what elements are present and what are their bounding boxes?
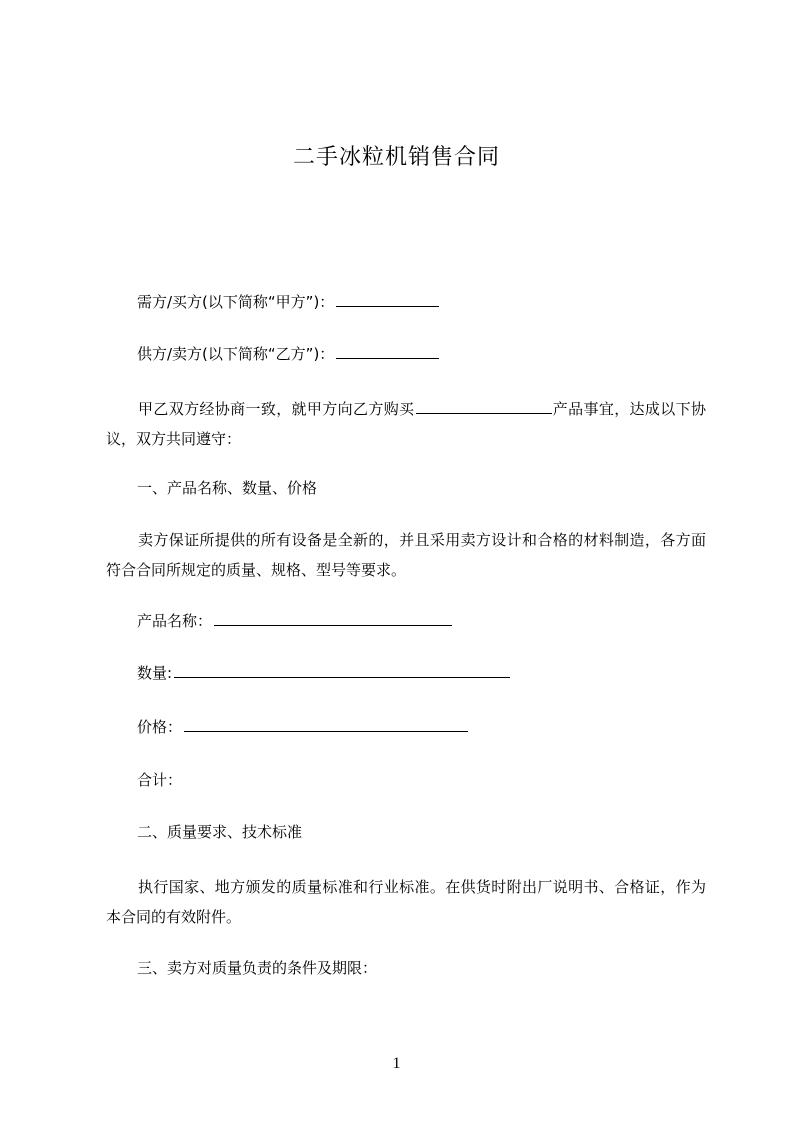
- buyer-blank[interactable]: [336, 288, 439, 307]
- quantity-label: 数量:: [137, 664, 173, 682]
- quantity-blank[interactable]: [174, 659, 510, 678]
- section2-body: 执行国家、地方颁发的质量标准和行业标准。在供货时附出厂说明书、合格证，作为本合同的有效附件。: [106, 878, 706, 926]
- seller-label: 供方/卖方(以下简称“乙方”)：: [137, 345, 335, 363]
- price-blank[interactable]: [184, 713, 468, 732]
- intro-paragraph: [106, 394, 706, 454]
- page-number: 1: [392, 1055, 401, 1072]
- total-line: 合计：: [137, 771, 183, 789]
- document-title: 二手冰粒机销售合同: [292, 145, 500, 170]
- seller-line: [137, 339, 439, 369]
- product-name-line: [137, 606, 452, 636]
- section1-body: 卖方保证所提供的所有设备是全新的，并且采用卖方设计和合格的材料制造，各方面符合合同所规定的质量、规格、型号等要求。: [106, 531, 706, 579]
- section1-heading: 一、产品名称、数量、价格: [137, 479, 318, 497]
- price-label: 价格：: [137, 718, 183, 736]
- buyer-label: 需方/买方(以下简称“甲方”)：: [137, 293, 335, 311]
- intro-text-1: 甲乙双方经协商一致，就甲方向乙方购买: [138, 400, 415, 418]
- section2-heading: 二、质量要求、技术标准: [137, 823, 303, 841]
- product-name-label: 产品名称：: [137, 612, 213, 630]
- buyer-line: [137, 287, 439, 317]
- price-line: [137, 712, 468, 742]
- section3-heading: 三、卖方对质量负责的条件及期限：: [137, 959, 378, 977]
- product-name-blank[interactable]: [214, 607, 452, 626]
- seller-blank[interactable]: [336, 340, 439, 359]
- intro-text-2: 产品事宜，达成以下协议，双方共同遵守：: [106, 400, 706, 448]
- quantity-line: [137, 658, 510, 688]
- product-purchase-blank[interactable]: [416, 395, 552, 414]
